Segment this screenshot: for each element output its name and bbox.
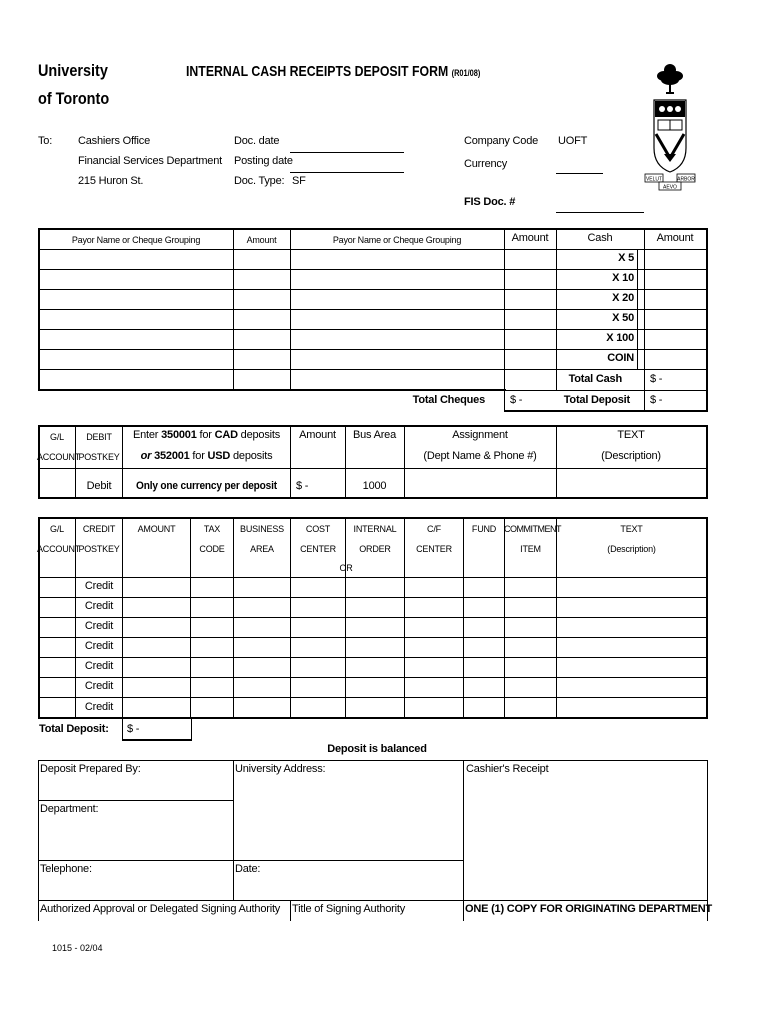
cash-x50: X 50: [612, 312, 634, 324]
credit-cf-center-label: CENTER: [416, 544, 452, 554]
doc-date-field[interactable]: [290, 152, 404, 153]
debit-account-label: ACCOUNT: [37, 452, 81, 462]
form-title-text: INTERNAL CASH RECEIPTS DEPOSIT FORM: [186, 63, 449, 80]
total-deposit-value-top: $ -: [650, 394, 663, 406]
credit-row-7: Credit: [84, 701, 114, 713]
col-amount-1: Amount: [246, 235, 277, 245]
university-address-label: University Address:: [235, 763, 326, 775]
form-version: (R01/08): [451, 68, 481, 78]
credit-commitment-label: COMMITMENT: [504, 524, 561, 534]
credit-account-label: ACCOUNT: [37, 544, 81, 554]
crest-motto-right: ARBOR: [677, 176, 695, 183]
debit-postkey-value: Debit: [86, 480, 112, 492]
cash-x20: X 20: [612, 292, 634, 304]
total-cash-value: $ -: [650, 373, 663, 385]
form-title: [186, 62, 480, 83]
cash-x5: X 5: [618, 252, 634, 264]
credit-row-3: Credit: [84, 620, 114, 632]
col-payor-1: Payor Name or Cheque Grouping: [71, 235, 201, 245]
address-line1: Cashiers Office: [78, 135, 150, 147]
credit-row-5: Credit: [84, 660, 114, 672]
crest-motto-left: VELUT: [645, 176, 663, 183]
total-deposit-label-top: Total Deposit: [563, 394, 630, 406]
university-name-line1: University: [38, 61, 108, 80]
prepared-by-label: Deposit Prepared By:: [40, 763, 141, 775]
cash-x100: X 100: [606, 332, 634, 344]
credit-row-4: Credit: [84, 640, 114, 652]
enter-usd-instruction: or 352001 for USD deposits: [140, 450, 273, 462]
credit-row-2: Credit: [84, 600, 114, 612]
credit-tax-label: TAX: [203, 524, 221, 534]
credit-postkey-label: POSTKEY: [78, 544, 120, 554]
debit-bus-area-label: Bus Area: [352, 429, 397, 441]
copy-note: ONE (1) COPY FOR ORIGINATING DEPARTMENT: [465, 903, 713, 915]
university-crest-icon: [644, 58, 696, 194]
debit-postkey-label: POSTKEY: [78, 452, 120, 462]
credit-business-label: BUSINESS: [240, 524, 284, 534]
credit-label: CREDIT: [82, 524, 116, 534]
address-line3: 215 Huron St.: [78, 175, 144, 187]
total-deposit-value: $ -: [127, 723, 140, 735]
fis-doc-label: FIS Doc. #: [464, 196, 516, 208]
posting-date-label: Posting date: [234, 155, 293, 167]
posting-date-field[interactable]: [290, 172, 404, 173]
total-cash-label: Total Cash: [568, 373, 622, 385]
credit-cf-label: C/F: [427, 524, 441, 534]
total-cheques-label: Total Cheques: [412, 394, 485, 406]
total-cheques-value: $ -: [510, 394, 523, 406]
cashiers-receipt-label: Cashier's Receipt: [466, 763, 549, 775]
credit-row-1: Credit: [84, 580, 114, 592]
credit-row-6: Credit: [84, 680, 114, 692]
col-payor-2: Payor Name or Cheque Grouping: [332, 235, 462, 245]
doc-type-value: SF: [292, 175, 306, 187]
credit-or-label: OR: [339, 563, 353, 573]
credit-text-label: TEXT: [620, 524, 643, 534]
total-deposit-label: Total Deposit:: [39, 723, 109, 735]
debit-amount-value: $ -: [296, 480, 309, 492]
crest-motto-bottom: AEVO: [663, 184, 677, 191]
credit-description-label: (Description): [607, 544, 656, 554]
credit-item-label: ITEM: [520, 544, 541, 554]
fis-doc-field[interactable]: [556, 212, 644, 213]
col-amount-3: Amount: [656, 232, 694, 244]
debit-label: DEBIT: [86, 432, 112, 442]
credit-fund-label: FUND: [471, 524, 497, 534]
department-label: Department:: [40, 803, 99, 815]
address-line2: Financial Services Department: [78, 155, 222, 167]
debit-bus-area-value: 1000: [362, 480, 387, 492]
credit-area-label: AREA: [250, 544, 274, 554]
enter-cad-instruction: Enter 350001 for CAD deposits: [132, 429, 281, 441]
col-amount-2: Amount: [511, 232, 549, 244]
doc-type-label: Doc. Type:: [234, 175, 285, 187]
cash-x10: X 10: [612, 272, 634, 284]
deposit-balanced-status: Deposit is balanced: [327, 743, 427, 755]
doc-date-label: Doc. date: [234, 135, 280, 147]
telephone-label: Telephone:: [40, 863, 92, 875]
debit-gl-label: G/L: [50, 432, 64, 442]
credit-internal-label: INTERNAL: [353, 524, 397, 534]
credit-center-label: CENTER: [300, 544, 336, 554]
authorized-approval-label: Authorized Approval or Delegated Signing Authority: [40, 903, 281, 915]
cash-coin: COIN: [607, 352, 634, 364]
company-code-label: Company Code: [464, 135, 539, 147]
one-currency-note: Only one currency per deposit: [136, 480, 277, 492]
currency-label: Currency: [464, 158, 508, 170]
debit-text-sub: (Description): [601, 450, 661, 462]
credit-cost-label: COST: [305, 524, 331, 534]
form-number: 1015 - 02/04: [52, 943, 103, 953]
debit-text-label: TEXT: [617, 429, 645, 441]
debit-assignment-label: Assignment: [452, 429, 508, 441]
debit-amount-label: Amount: [299, 429, 336, 441]
to-label: To:: [38, 135, 53, 147]
currency-field[interactable]: [556, 173, 603, 174]
debit-assignment-sub: (Dept Name & Phone #): [423, 450, 537, 462]
credit-amount-label: AMOUNT: [137, 524, 176, 534]
col-cash: Cash: [587, 232, 613, 244]
title-authority-label: Title of Signing Authority: [292, 903, 406, 915]
university-name-line2: of Toronto: [38, 89, 110, 108]
credit-order-label: ORDER: [359, 544, 391, 554]
credit-tax-code-label: CODE: [199, 544, 225, 554]
date-label: Date:: [235, 863, 261, 875]
company-code-value: UOFT: [558, 135, 588, 147]
credit-gl-label: G/L: [50, 524, 64, 534]
